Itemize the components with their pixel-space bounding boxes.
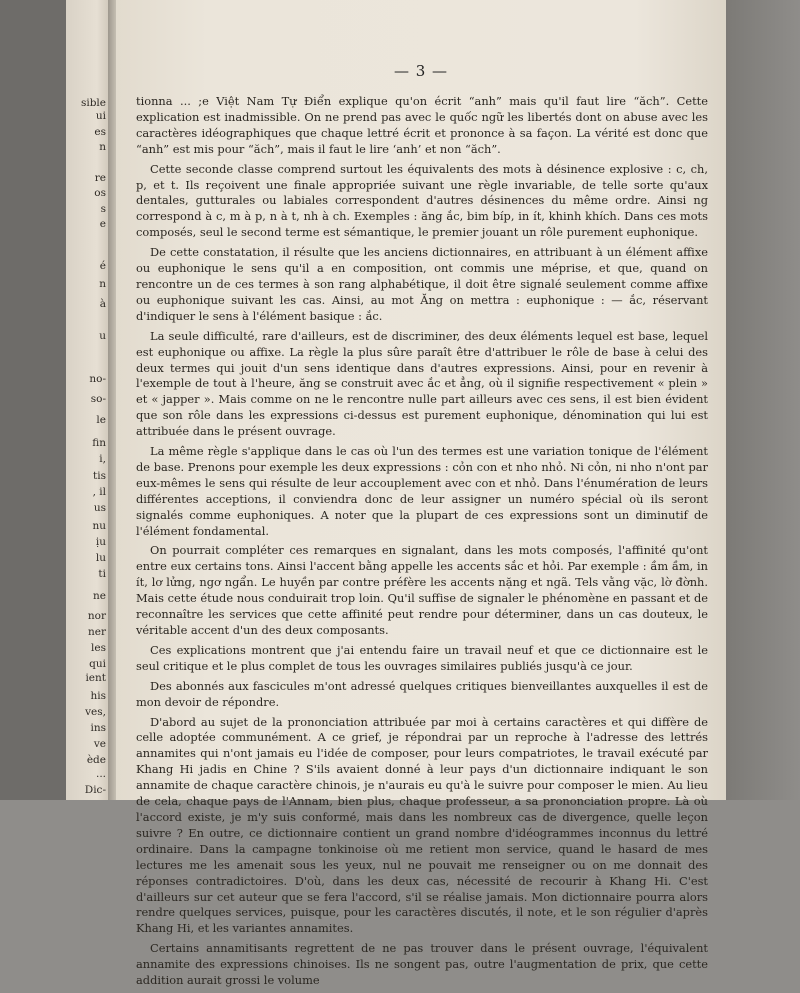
left-fragment: ède xyxy=(86,754,106,766)
left-fragment: ti xyxy=(98,568,106,580)
left-fragment: his xyxy=(90,690,106,702)
dark-background-left xyxy=(0,0,68,800)
left-fragment: u xyxy=(99,330,106,342)
body-text xyxy=(136,94,708,993)
document-page xyxy=(116,0,726,988)
left-fragment: é xyxy=(99,260,106,272)
left-fragment: ves, xyxy=(85,706,106,718)
left-fragment: i, xyxy=(99,453,106,465)
left-fragment: ient xyxy=(85,672,106,684)
left-fragment: ins xyxy=(90,722,106,734)
paragraph: De cette constatation, il résulte que les anciens dictionnaires, en attribuant à un élément affixe ou euphonique le sens qu'il a en composition, ont commis une méprise, et que, quand on rencontre un de ces termes à son rang alphabétique, il doit être signalé seulement comme affixe ou euphonique suivant les cas. Ainsi, au mot Ăng on mettra : euphonique : — ắc, réservant d'indiquer le sens à l'élément basique : ắc. xyxy=(136,245,708,323)
left-fragment: nor xyxy=(87,610,106,622)
dark-background-right xyxy=(726,0,800,800)
left-fragment: ịu xyxy=(95,536,106,548)
paragraph: Ces explications montrent que j'ai entendu faire un travail neuf et que ce dictionnaire est le seul critique et le plus complet de tous les ouvrages similaires publiés jusqu'à ce jour. xyxy=(136,642,708,673)
left-fragment: es xyxy=(94,126,106,138)
left-fragment: n xyxy=(99,278,106,290)
paragraph: tionna ... ;e Việt Nam Tự Điển explique qu'on écrit “anh” mais qu'il faut lire “ăch”. Cette explication est inadmissible. On ne prend pas avec le quốc ngữ les libertés dont on abuse avec les caractères idéographiques que chaque lettré écrit et prononce à sa façon. La vérité est donc que “anh” est mis pour “ăch”, mais il faut le lire ‘anh’ et non “ăch”. xyxy=(136,94,708,156)
left-fragment: tis xyxy=(93,470,106,482)
left-fragment: fin xyxy=(92,437,106,449)
left-fragment: les xyxy=(91,642,106,654)
left-fragment: , il xyxy=(92,486,106,498)
left-fragment: Dic- xyxy=(84,784,106,796)
left-fragment: à xyxy=(99,298,106,310)
page-number: — 3 — xyxy=(393,62,449,80)
paragraph: Cette seconde classe comprend surtout les équivalents des mots à désinence explosive : c, ch, p, et t. Ils reçoivent une finale appropriée suivant une règle invariable, de telle sorte qu'aux dentales, gutturales ou labiales correspondent d'autres désinences du même ordre. Ainsi ng correspond à c, m à p, n à t, nh à ch. Exemples : ăng ắc, bim bíp, in ít, khinh khích. Dans ces mots composés, seul le second terme est sémantique, le premier jouant un rôle purement euphonique. xyxy=(136,161,708,240)
left-fragment: le xyxy=(96,414,106,426)
left-fragment: ne xyxy=(93,590,106,602)
left-fragment: n xyxy=(99,141,106,153)
paragraph: La même règle s'applique dans le cas où l'un des termes est une variation tonique de l'élément de base. Prenons pour exemple les deux expressions : cỏn con et nho nhỏ. Ni cỏn, ni nho n'ont par eux-mêmes le sens qui résulte de leur accouplement avec con et nhỏ. Dans l'énumération de leurs différentes acceptions, il conviendra donc de leur assigner un numéro spécial où ils seront signalés comme euphoniques. A noter que la plupart de ces expressions sont un diminutif de l'élément fondamental. xyxy=(136,444,708,538)
left-fragment: no- xyxy=(89,373,106,385)
left-fragment: lu xyxy=(95,552,106,564)
left-fragment: ui xyxy=(95,110,106,122)
previous-page-edge xyxy=(66,0,110,800)
left-fragment: ... xyxy=(95,768,106,780)
paragraph: On pourrait compléter ces remarques en signalant, dans les mots composés, l'affinité qu'ont entre eux certains tons. Ainsi l'accent bằng appelle les accents sắc et hỏi. Par exemple : ầm ầm, in ít, lơ lửng, ngơ ngẩn. Le huyền par contre préfère les accents nặng et ngã. Tels vằng vặc, lờ đờnh. Mais cette étude nous conduirait trop loin. Qu'il suffise de signaler le phénomène en passant et de reconnaître les services que cette affinité peut rendre pour déterminer, dans un cas douteux, le véritable accent d'un des deux composants. xyxy=(136,543,708,637)
left-fragment: nu xyxy=(92,520,106,532)
paragraph: D'abord au sujet de la prononciation attribuée par moi à certains caractères et qui diffère de celle adoptée communément. A ce grief, je répondrai par un reproche à l'adresse des lettrés annamites qui n'ont jamais eu l'idée de composer, pour leurs compatriotes, le travail exécuté par Khang Hi jadis en Chine ? S'ils avaient donné à leur pays d'un dictionnaire indiquant le son annamite de chaque caractère chinois, je n'aurais eu qu'à le suivre pour composer le mien. Au lieu de cela, chaque pays de l'Annam, bien plus, chaque professeur, a sa prononciation propre. Là où l'accord existe, je m'y suis conformé, mais dans les nombreux cas de divergence, quelle leçon suivre ? En outre, ce dictionnaire contient un grand nombre d'idéogrammes inconnus du lettré ordinaire. Dans la campagne tonkinoise où me retient mon service, quand le hasard de mes lectures me les amenait sous les yeux, nul ne pouvait me renseigner ou on me donnait des réponses contradictoires. D'où, dans les deux cas, nécessité de recourir à Khang Hi. C'est d'ailleurs sur cet auteur que se fera l'accord, s'il se réalise jamais. Mon dictionnaire pourra alors rendre quelques services, puisque, pour les caractères discutés, il note, et le son régulier d'après Khang Hi, et les variantes annamites. xyxy=(136,714,708,936)
left-fragment: so- xyxy=(90,393,106,405)
paragraph: La seule difficulté, rare d'ailleurs, est de discriminer, des deux éléments lequel est base, lequel est euphonique ou affixe. La règle la plus sûre paraît être d'attribuer le rôle de base à celui des deux termes qui jouit d'un sens identique dans d'autres expressions. Ainsi, pour en revenir à l'exemple de tout à l'heure, ăng se construit avec ắc et ẳng, où il signifie respectivement « plein » et « japper ». Mais comme on ne le rencontre nulle part ailleurs avec ces sens, il est bien évident que son rôle dans les expressions ci-dessus est purement euphonique, dénomination qui lui est attribuée dans le présent ouvrage. xyxy=(136,328,708,439)
left-fragment: us xyxy=(93,502,106,514)
paragraph: Des abonnés aux fascicules m'ont adressé quelques critiques bienveillantes auxquelles il est de mon devoir de répondre. xyxy=(136,678,708,709)
left-fragment: sible xyxy=(80,97,106,109)
left-fragment: qui xyxy=(89,658,106,670)
left-fragment: ve xyxy=(93,738,106,750)
left-fragment: os xyxy=(94,187,106,199)
left-fragment: e xyxy=(99,218,106,230)
paragraph: Certains annamitisants regrettent de ne pas trouver dans le présent ouvrage, l'équivalent annamite des expressions chinoises. Ils ne songent pas, outre l'augmentation de prix, que cette addition aurait grossi le volume xyxy=(136,941,708,988)
left-fragment: re xyxy=(94,172,106,184)
left-fragment: ner xyxy=(88,626,106,638)
left-fragment: s xyxy=(100,203,106,215)
